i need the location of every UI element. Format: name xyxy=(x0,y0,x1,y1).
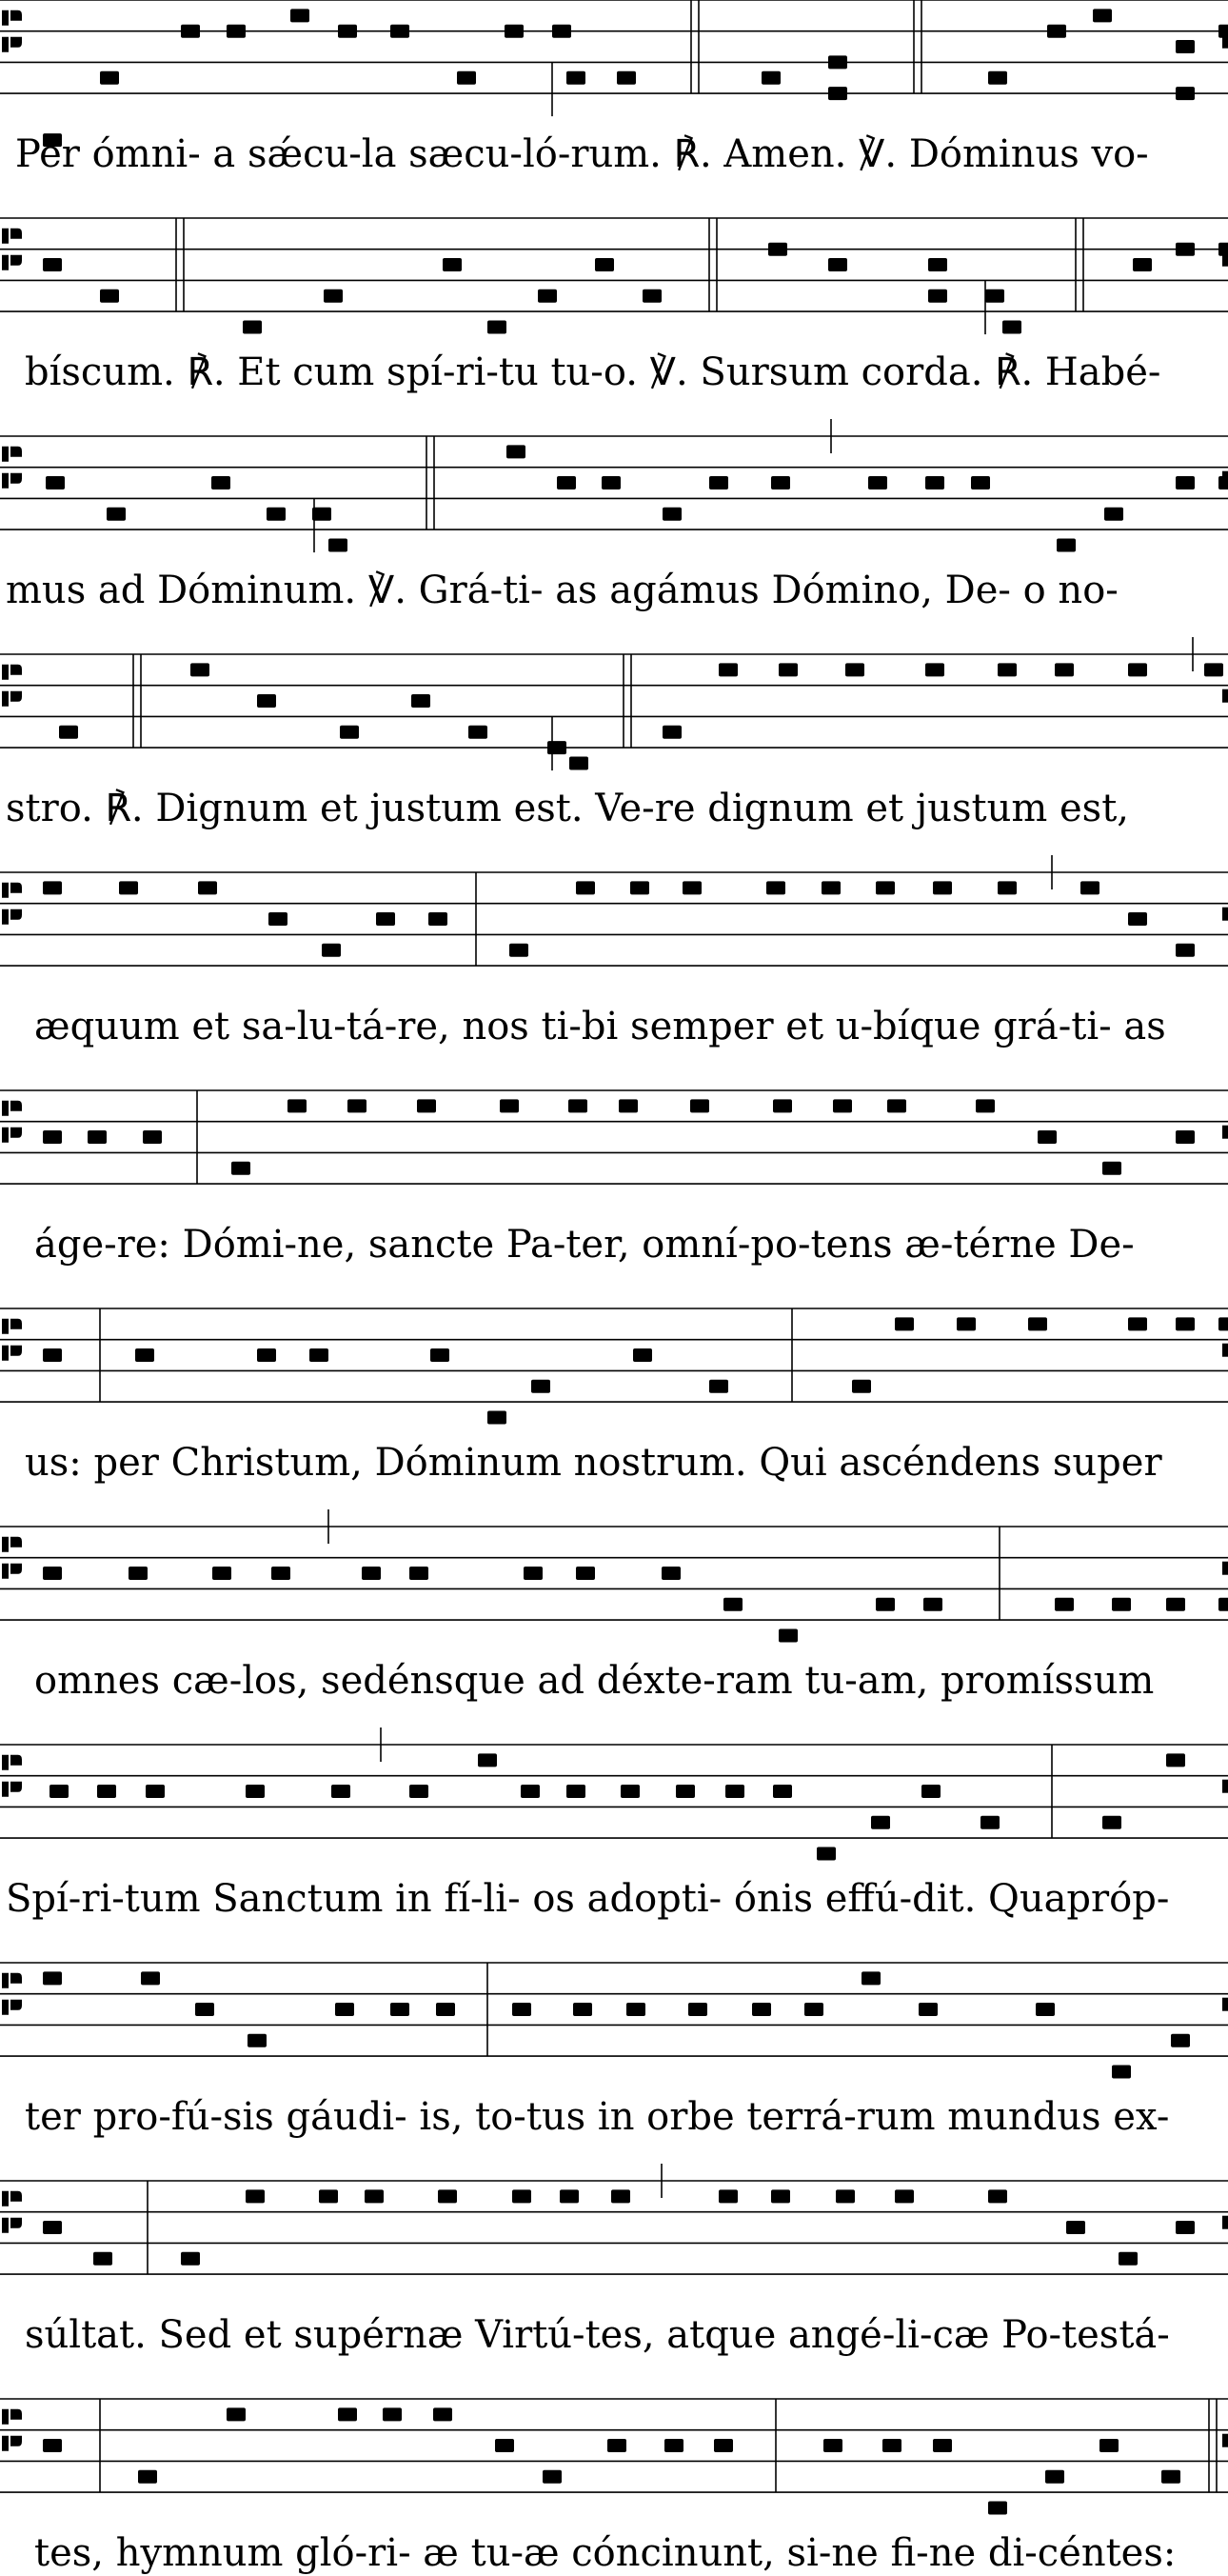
neume-note xyxy=(1166,1753,1185,1767)
neume-note xyxy=(752,2003,771,2016)
neume-note xyxy=(328,538,347,551)
neume-note xyxy=(779,1628,798,1642)
neume-note xyxy=(340,726,359,739)
neume-note xyxy=(390,2003,409,2016)
neume-note xyxy=(1128,912,1147,926)
neume-note xyxy=(211,476,230,489)
neume-note xyxy=(988,71,1007,85)
neume-note xyxy=(1218,1598,1228,1611)
neume-note xyxy=(773,1099,792,1112)
neume-note xyxy=(93,2252,112,2266)
neume-note xyxy=(1176,87,1195,100)
neume-note xyxy=(719,2189,738,2203)
neume-note xyxy=(998,663,1017,676)
neume-note xyxy=(362,1567,381,1580)
neume-note xyxy=(190,663,209,676)
neume-note xyxy=(324,290,343,303)
lyric-line: stro. ℟. Dignum et justum est. Ve-re dignum et justum est, xyxy=(6,787,1129,830)
neume-note xyxy=(524,1567,543,1580)
neume-note xyxy=(338,25,357,38)
neume-note xyxy=(1093,9,1112,22)
neume-note xyxy=(227,25,246,38)
neume-note xyxy=(338,2407,357,2421)
neume-note xyxy=(433,2407,452,2421)
neume-note xyxy=(129,1567,148,1580)
neume-note xyxy=(409,1785,428,1798)
neume-note xyxy=(1047,25,1066,38)
lyric-line: bíscum. ℟. Et cum spí-ri-tu tu-o. ℣. Sursum corda. ℟. Habé- xyxy=(25,350,1161,394)
neume-note xyxy=(868,476,887,489)
custos-icon xyxy=(1222,471,1228,485)
neume-note xyxy=(506,445,525,458)
neume-note xyxy=(312,508,331,521)
neume-note xyxy=(505,25,524,38)
custos-icon xyxy=(1222,35,1228,49)
neume-note xyxy=(980,1816,1000,1829)
neume-note xyxy=(822,881,841,894)
neume-note xyxy=(107,508,126,521)
neume-note xyxy=(509,944,528,957)
neume-note xyxy=(768,243,787,256)
neume-note xyxy=(633,1348,652,1362)
neume-note xyxy=(662,1567,681,1580)
neume-note xyxy=(365,2189,384,2203)
neume-note xyxy=(1218,1317,1228,1330)
neume-note xyxy=(43,1971,62,1985)
neume-note xyxy=(243,320,262,333)
neume-note xyxy=(602,476,621,489)
neume-note xyxy=(512,2003,531,2016)
neume-note xyxy=(495,2439,514,2452)
neume-note xyxy=(59,726,78,739)
neume-note xyxy=(621,1785,640,1798)
neume-note xyxy=(779,663,798,676)
neume-note xyxy=(227,2407,246,2421)
neume-note xyxy=(487,1410,506,1424)
neume-note xyxy=(438,2189,457,2203)
neume-note xyxy=(46,476,65,489)
neume-note xyxy=(1176,2221,1195,2234)
neume-note xyxy=(1133,258,1152,271)
neume-note xyxy=(1045,2470,1064,2484)
neume-note xyxy=(246,1785,265,1798)
neume-note xyxy=(143,1130,162,1144)
neume-note xyxy=(971,476,990,489)
neume-note xyxy=(383,2407,402,2421)
neume-note xyxy=(138,2470,157,2484)
neume-note xyxy=(1166,1598,1185,1611)
neume-note xyxy=(611,2189,630,2203)
lyric-line: tes, hymnum gló-ri- æ tu-æ cóncinunt, si-ne fi-ne di-céntes: xyxy=(34,2531,1177,2575)
lyric-line: Per ómni- a sǽcu-la sæcu-ló-rum. ℟. Amen. ℣. Dóminus vo- xyxy=(15,132,1149,176)
neume-note xyxy=(595,258,614,271)
neume-note xyxy=(804,2003,823,2016)
neume-note xyxy=(833,1099,852,1112)
neume-note xyxy=(100,71,119,85)
neume-note xyxy=(1176,476,1195,489)
custos-icon xyxy=(1222,253,1228,267)
neume-note xyxy=(1055,663,1074,676)
lyric-line: mus ad Dóminum. ℣. Grá-ti- as agámus Dómino, De- o no- xyxy=(6,569,1119,612)
lyric-line: áge-re: Dómi-ne, sancte Pa-ter, omní-po-tens æ-térne De- xyxy=(34,1223,1135,1267)
neume-note xyxy=(1171,2034,1190,2047)
neume-note xyxy=(1176,944,1195,957)
neume-note xyxy=(895,1317,914,1330)
neume-note xyxy=(119,881,138,894)
neume-note xyxy=(845,663,864,676)
custos-icon xyxy=(1222,1344,1228,1357)
neume-note xyxy=(43,1130,62,1144)
neume-note xyxy=(725,1785,744,1798)
neume-note xyxy=(1176,243,1195,256)
neume-note xyxy=(135,1348,154,1362)
neume-note xyxy=(1119,2252,1138,2266)
neume-note xyxy=(543,2470,562,2484)
neume-note xyxy=(1102,1162,1121,1175)
neume-note xyxy=(688,2003,707,2016)
neume-note xyxy=(933,881,952,894)
neume-note xyxy=(771,2189,790,2203)
neume-note xyxy=(988,2189,1007,2203)
neume-note xyxy=(619,1099,638,1112)
neume-note xyxy=(1057,538,1076,551)
neume-note xyxy=(246,2189,265,2203)
neume-note xyxy=(417,1099,436,1112)
lyric-line: us: per Christum, Dóminum nostrum. Qui ascéndens super xyxy=(25,1441,1162,1485)
neume-note xyxy=(923,1598,942,1611)
neume-note xyxy=(1102,1816,1121,1829)
neume-note xyxy=(1038,1130,1057,1144)
neume-note xyxy=(538,290,557,303)
neume-note xyxy=(212,1567,231,1580)
neume-note xyxy=(181,2252,200,2266)
lyric-line: Spí-ri-tum Sanctum in fí-li- os adopti- ónis effú-dit. Quapróp- xyxy=(6,1877,1170,1921)
neume-note xyxy=(576,1567,595,1580)
neume-note xyxy=(988,2501,1007,2514)
neume-note xyxy=(683,881,702,894)
neume-note xyxy=(43,1348,62,1362)
neume-note xyxy=(1112,1598,1131,1611)
neume-note xyxy=(335,2003,354,2016)
neume-note xyxy=(823,2439,842,2452)
neume-note xyxy=(836,2189,855,2203)
lyric-line: omnes cæ-los, sedénsque ad déxte-ram tu-am, promíssum xyxy=(34,1659,1155,1703)
neume-note xyxy=(50,1785,69,1798)
neume-note xyxy=(887,1099,906,1112)
neume-note xyxy=(882,2439,901,2452)
custos-icon xyxy=(1222,1998,1228,2011)
neume-note xyxy=(817,1847,836,1860)
neume-note xyxy=(390,25,409,38)
neume-note xyxy=(267,508,286,521)
neume-note xyxy=(925,663,944,676)
neume-note xyxy=(998,881,1017,894)
lyric-line: ter pro-fú-sis gáudi- is, to-tus in orbe terrá-rum mundus ex- xyxy=(25,2095,1170,2139)
custos-icon xyxy=(1222,1126,1228,1139)
neume-note xyxy=(430,1348,449,1362)
neume-note xyxy=(643,290,662,303)
neume-note xyxy=(895,2189,914,2203)
neume-note xyxy=(257,694,276,708)
custos-icon xyxy=(1222,689,1228,703)
neume-note xyxy=(88,1130,107,1144)
neume-note xyxy=(676,1785,695,1798)
neume-note xyxy=(566,1785,585,1798)
neume-note xyxy=(566,71,585,85)
neume-note xyxy=(714,2439,733,2452)
neume-note xyxy=(521,1785,540,1798)
neume-note xyxy=(331,1785,350,1798)
neume-note xyxy=(322,944,341,957)
neume-note xyxy=(919,2003,938,2016)
neume-note xyxy=(409,1567,428,1580)
neume-note xyxy=(709,476,728,489)
neume-note xyxy=(428,912,447,926)
neume-note xyxy=(411,694,430,708)
neume-note xyxy=(828,55,847,69)
neume-note xyxy=(97,1785,116,1798)
neume-note xyxy=(309,1348,328,1362)
neume-note xyxy=(512,2189,531,2203)
neume-note xyxy=(248,2034,267,2047)
neume-note xyxy=(871,1816,890,1829)
neume-note xyxy=(1002,320,1021,333)
neume-note xyxy=(663,508,682,521)
neume-note xyxy=(607,2439,626,2452)
neume-note xyxy=(1204,663,1223,676)
neume-note xyxy=(928,258,947,271)
neume-note xyxy=(862,1971,881,1985)
custos-icon xyxy=(1222,1780,1228,1793)
neume-note xyxy=(663,726,682,739)
custos-icon xyxy=(1222,2434,1228,2447)
neume-note xyxy=(557,476,576,489)
custos-icon xyxy=(1222,2216,1228,2229)
neume-note xyxy=(547,741,566,754)
neume-note xyxy=(957,1317,976,1330)
lyric-line: súltat. Sed et supérnæ Virtú-tes, atque angé-li-cæ Po-testá- xyxy=(25,2313,1170,2357)
neume-note xyxy=(181,25,200,38)
neume-note xyxy=(457,71,476,85)
neume-note xyxy=(1080,881,1099,894)
neume-note xyxy=(762,71,781,85)
neume-note xyxy=(773,1785,792,1798)
neume-note xyxy=(198,881,217,894)
neume-note xyxy=(1112,2065,1131,2078)
neume-note xyxy=(287,1099,307,1112)
neume-note xyxy=(925,476,944,489)
lyric-line: æquum et sa-lu-tá-re, nos ti-bi semper et u-bíque grá-ti- as xyxy=(34,1005,1166,1048)
neume-note xyxy=(531,1380,550,1393)
neume-note xyxy=(573,2003,592,2016)
neume-note xyxy=(468,726,487,739)
neume-note xyxy=(568,1099,587,1112)
neume-note xyxy=(1036,2003,1055,2016)
neume-note xyxy=(271,1567,290,1580)
neume-note xyxy=(500,1099,519,1112)
neume-note xyxy=(141,1971,160,1985)
neume-note xyxy=(443,258,462,271)
neume-note xyxy=(43,2439,62,2452)
neume-note xyxy=(933,2439,952,2452)
neume-note xyxy=(626,2003,645,2016)
neume-note xyxy=(1128,1317,1147,1330)
neume-note xyxy=(100,290,119,303)
neume-note xyxy=(1055,1598,1074,1611)
neume-note xyxy=(268,912,287,926)
custos-icon xyxy=(1222,908,1228,921)
neume-note xyxy=(1028,1317,1047,1330)
neume-note xyxy=(828,258,847,271)
neume-note xyxy=(43,881,62,894)
neume-note xyxy=(852,1380,871,1393)
neume-note xyxy=(560,2189,579,2203)
neume-note xyxy=(1161,2470,1180,2484)
neume-note xyxy=(1128,663,1147,676)
neume-note xyxy=(985,290,1004,303)
neume-note xyxy=(1066,2221,1085,2234)
neume-note xyxy=(436,2003,455,2016)
neume-note xyxy=(347,1099,366,1112)
neume-note xyxy=(928,290,947,303)
custos-icon xyxy=(1222,1562,1228,1575)
neume-note xyxy=(771,476,790,489)
neume-note xyxy=(921,1785,941,1798)
neume-note xyxy=(1104,508,1123,521)
neume-note xyxy=(630,881,649,894)
neume-note xyxy=(478,1753,497,1767)
neume-note xyxy=(766,881,785,894)
neume-note xyxy=(146,1785,165,1798)
neume-note xyxy=(617,71,636,85)
neume-note xyxy=(376,912,395,926)
neume-note xyxy=(319,2189,338,2203)
neume-note xyxy=(876,881,895,894)
neume-note xyxy=(876,1598,895,1611)
neume-note xyxy=(195,2003,214,2016)
neume-note xyxy=(664,2439,683,2452)
neume-note xyxy=(576,881,595,894)
neume-note xyxy=(828,87,847,100)
neume-note xyxy=(43,1567,62,1580)
neume-note xyxy=(487,320,506,333)
neume-note xyxy=(976,1099,995,1112)
neume-note xyxy=(709,1380,728,1393)
neume-note xyxy=(231,1162,250,1175)
neume-note xyxy=(1176,1317,1195,1330)
neume-note xyxy=(1176,40,1195,53)
neume-note xyxy=(690,1099,709,1112)
neume-note xyxy=(569,756,588,769)
neume-note xyxy=(290,9,309,22)
neume-note xyxy=(43,2221,62,2234)
neume-note xyxy=(1176,1130,1195,1144)
neume-note xyxy=(552,25,571,38)
neume-note xyxy=(723,1598,743,1611)
neume-note xyxy=(719,663,738,676)
neume-note xyxy=(257,1348,276,1362)
neume-note xyxy=(43,258,62,271)
neume-note xyxy=(1099,2439,1119,2452)
